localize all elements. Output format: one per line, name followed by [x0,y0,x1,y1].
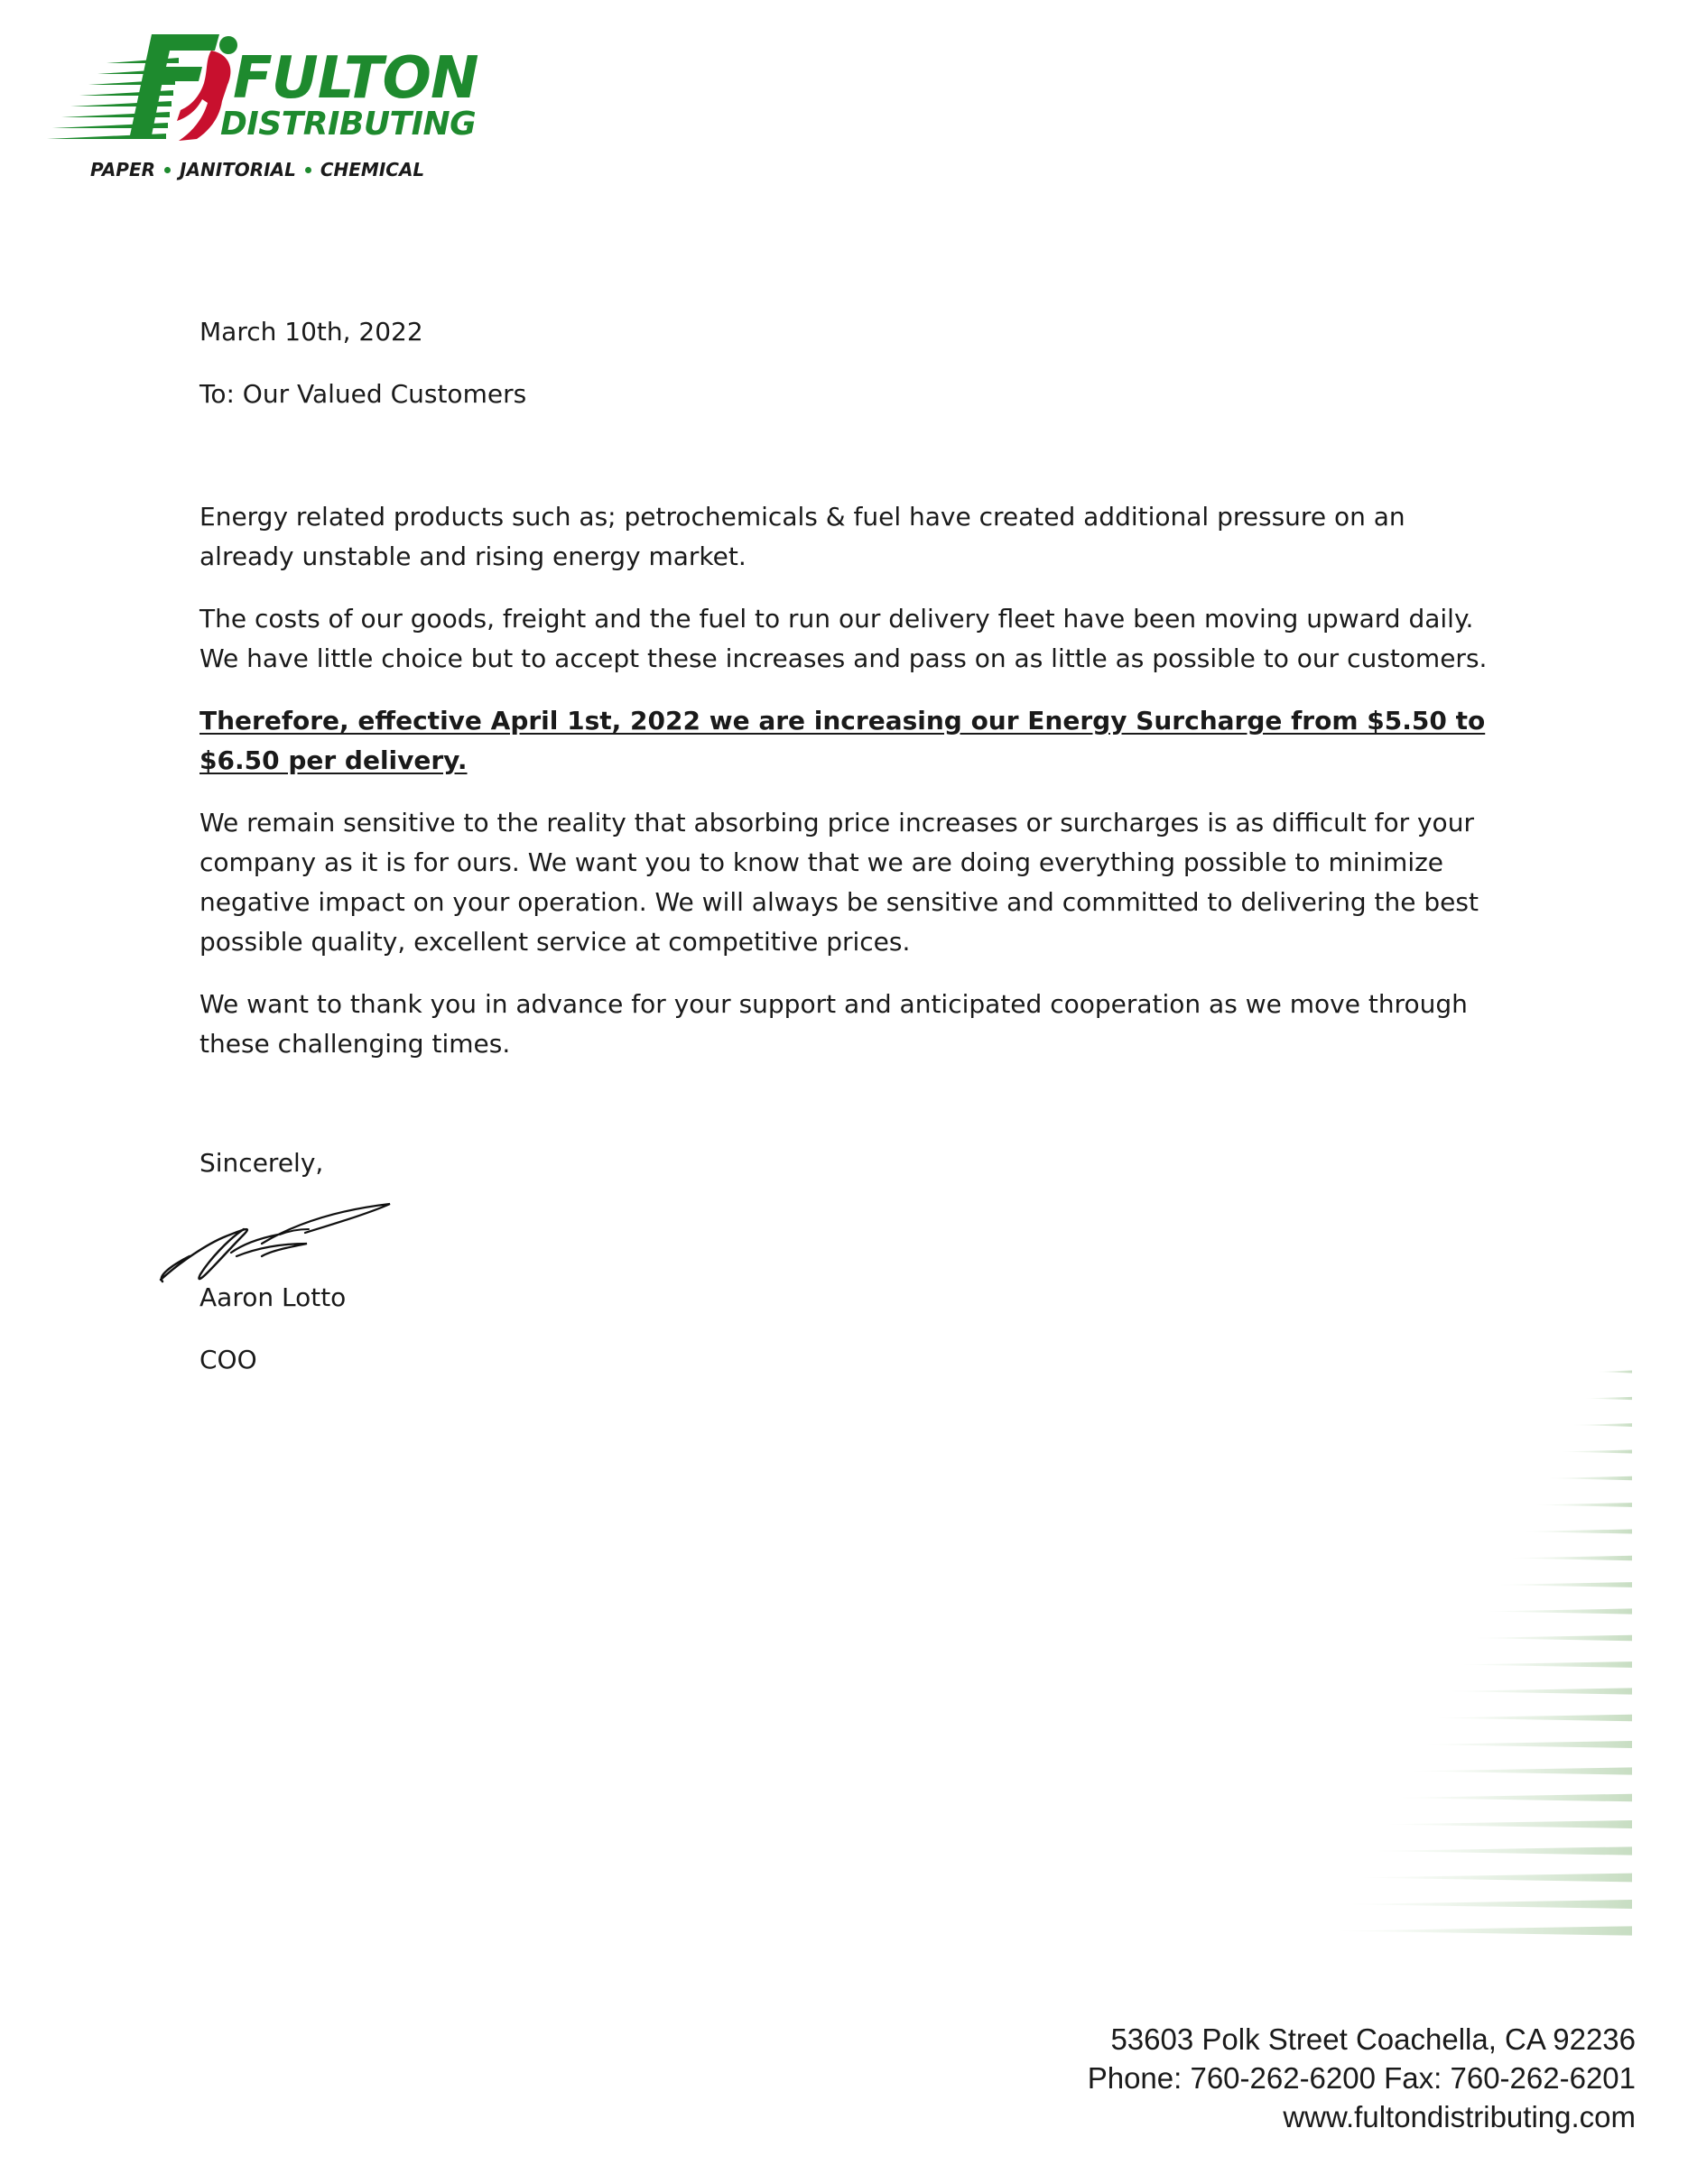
signer-title: COO [199,1345,257,1374]
bullet-icon [164,167,171,173]
decorative-stripe [1432,1715,1632,1722]
logo-tagline [90,159,424,180]
paragraph-energy-market: Energy related products such as; petrochemicals & fuel have created additional pressure on an already unstable and rising energy market. [199,502,1405,571]
signer-name: Aaron Lotto [199,1282,347,1312]
paragraph-costs: The costs of our goods, freight and the fuel to run our delivery fleet have been moving upward daily. We have little choice but to accept these increases and pass on as little as possible to our customers. [199,604,1488,673]
bullet-icon [305,167,311,173]
decorative-stripe [1394,1794,1632,1802]
decorative-stripes [1282,1354,1661,1985]
decorative-stripe [1583,1397,1632,1400]
decorative-stripe [1331,1926,1632,1935]
footer-address: 53603 Polk Street Coachella, CA 92236 [1110,2022,1636,2056]
footer-website[interactable]: www.fultondistributing.com [1283,2100,1636,2133]
decorative-stripe [1356,1874,1632,1883]
decorative-stripe [1533,1503,1632,1507]
tagline-item-janitorial: JANITORIAL [180,159,296,180]
decorative-stripe [1381,1820,1632,1828]
company-logo [43,27,513,190]
letter-salutation: To: Our Valued Customers [199,379,527,409]
decorative-stripe [1520,1529,1632,1533]
decorative-stripe [1444,1688,1632,1694]
decorative-stripe [1495,1582,1632,1587]
decorative-stripe [1558,1449,1632,1453]
brand-name-line1: FULTON [233,45,478,112]
footer-contact [1088,2020,1636,2136]
paragraph-thanks: We want to thank you in advance for your support and anticipated cooperation as we move through these challenging times. [199,989,1468,1059]
tagline-item-paper: PAPER [90,159,156,180]
letter-body [199,312,1499,1183]
decorative-stripe [1470,1635,1632,1642]
letter-closing: Sincerely, [199,1148,324,1178]
signature-icon [153,1189,397,1289]
decorative-stripe [1545,1476,1632,1480]
brand-name-line2: DISTRIBUTING [220,106,477,143]
decorative-stripe [1482,1608,1632,1614]
paragraph-sensitivity: We remain sensitive to the reality that absorbing price increases or surcharges is as difficult for your company as it is for ours. We want you to know that we are doing everything possible to minimize negative impact on your operation. We will always be sensitive and committed to delivering the best possible quality, excellent service at competitive prices. [199,808,1479,957]
footer-phone-fax: Phone: 760-262-6200 Fax: 760-262-6201 [1087,2061,1636,2095]
decorative-stripe [1343,1900,1632,1909]
decorative-stripe [1368,1846,1632,1855]
decorative-stripe [1406,1767,1632,1774]
decorative-stripe [1419,1741,1632,1748]
decorative-stripe [1457,1661,1632,1668]
letter-date: March 10th, 2022 [199,317,423,347]
paragraph-surcharge-notice: Therefore, effective April 1st, 2022 we are increasing our Energy Surcharge from $5.50 to $6.50 per delivery. [199,706,1486,775]
tagline-item-chemical: CHEMICAL [320,159,425,180]
decorative-stripe [1507,1556,1632,1560]
decorative-stripe [1596,1371,1632,1374]
decorative-stripe [1571,1423,1632,1427]
